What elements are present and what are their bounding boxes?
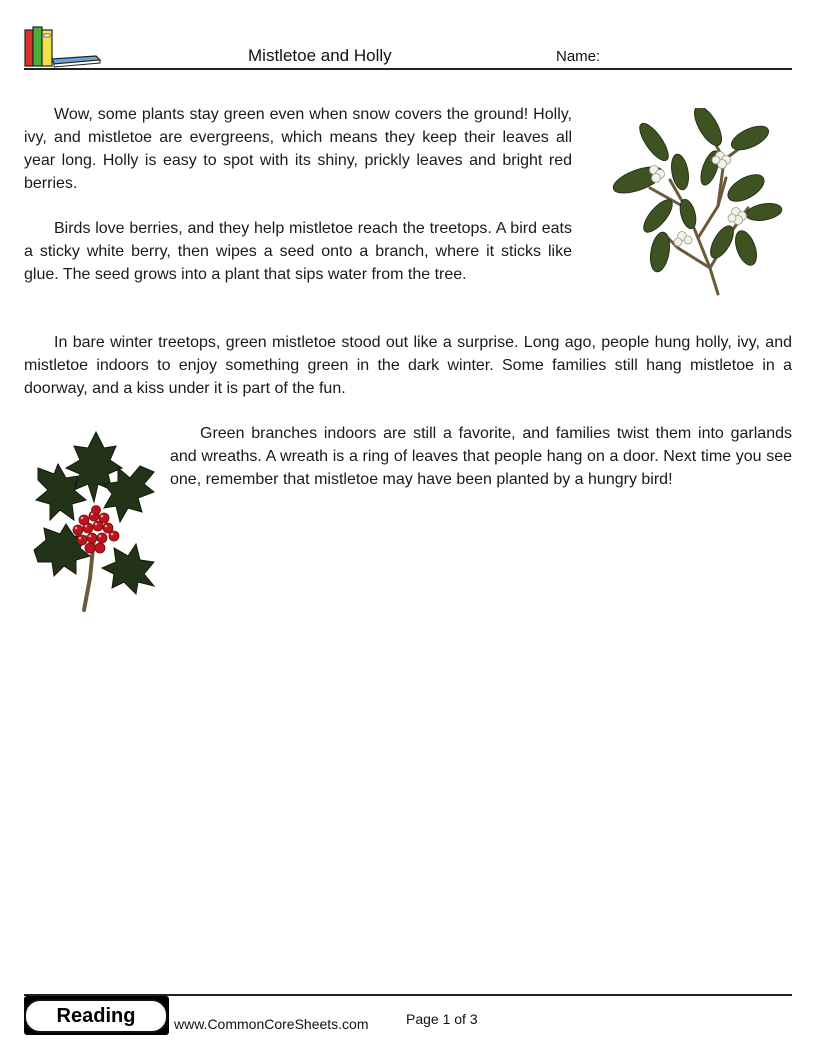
passage-paragraph-2: Birds love berries, and they help mistletoe reach the treetops. A bird eats a sticky white berry, then wipes a seed onto a branch, where it sticks like glue. The seed grows into a plant that sips water from the tree. <box>24 220 572 283</box>
page-number: Page 1 of 3 <box>406 1011 478 1027</box>
passage-paragraph-1: Wow, some plants stay green even when snow covers the ground! Holly, ivy, and mistletoe are evergreens, which means they keep their leaves all year long. Holly is easy to spot with its shiny, prickly leaves and bright red berries. <box>24 106 572 192</box>
passage-paragraph-3: In bare winter treetops, green mistletoe stood out like a surprise. Long ago, people hung holly, ivy, and mistletoe indoors to enjoy something green in the dark winter. Some families still hang mistletoe in a doorway, and a kiss under it is part of the fun. <box>24 334 792 397</box>
worksheet-header <box>24 22 792 70</box>
holly-sprig-icon <box>32 428 160 614</box>
subject-badge: Reading <box>24 999 168 1033</box>
name-field-label: Name: <box>556 48 601 65</box>
page-title: Mistletoe and Holly <box>248 46 392 65</box>
worksheet-footer <box>24 994 792 1036</box>
mistletoe-sprig-icon <box>598 108 784 298</box>
site-url: www.CommonCoreSheets.com <box>174 1016 369 1032</box>
books-icon <box>24 24 104 68</box>
passage-paragraph-4: Green branches indoors are still a favorite, and families twist them into garlands and wreaths. A wreath is a ring of leaves that people hang on a door. Next time you see one, remember that mistletoe may have been planted by a hungry bird! <box>170 425 792 488</box>
